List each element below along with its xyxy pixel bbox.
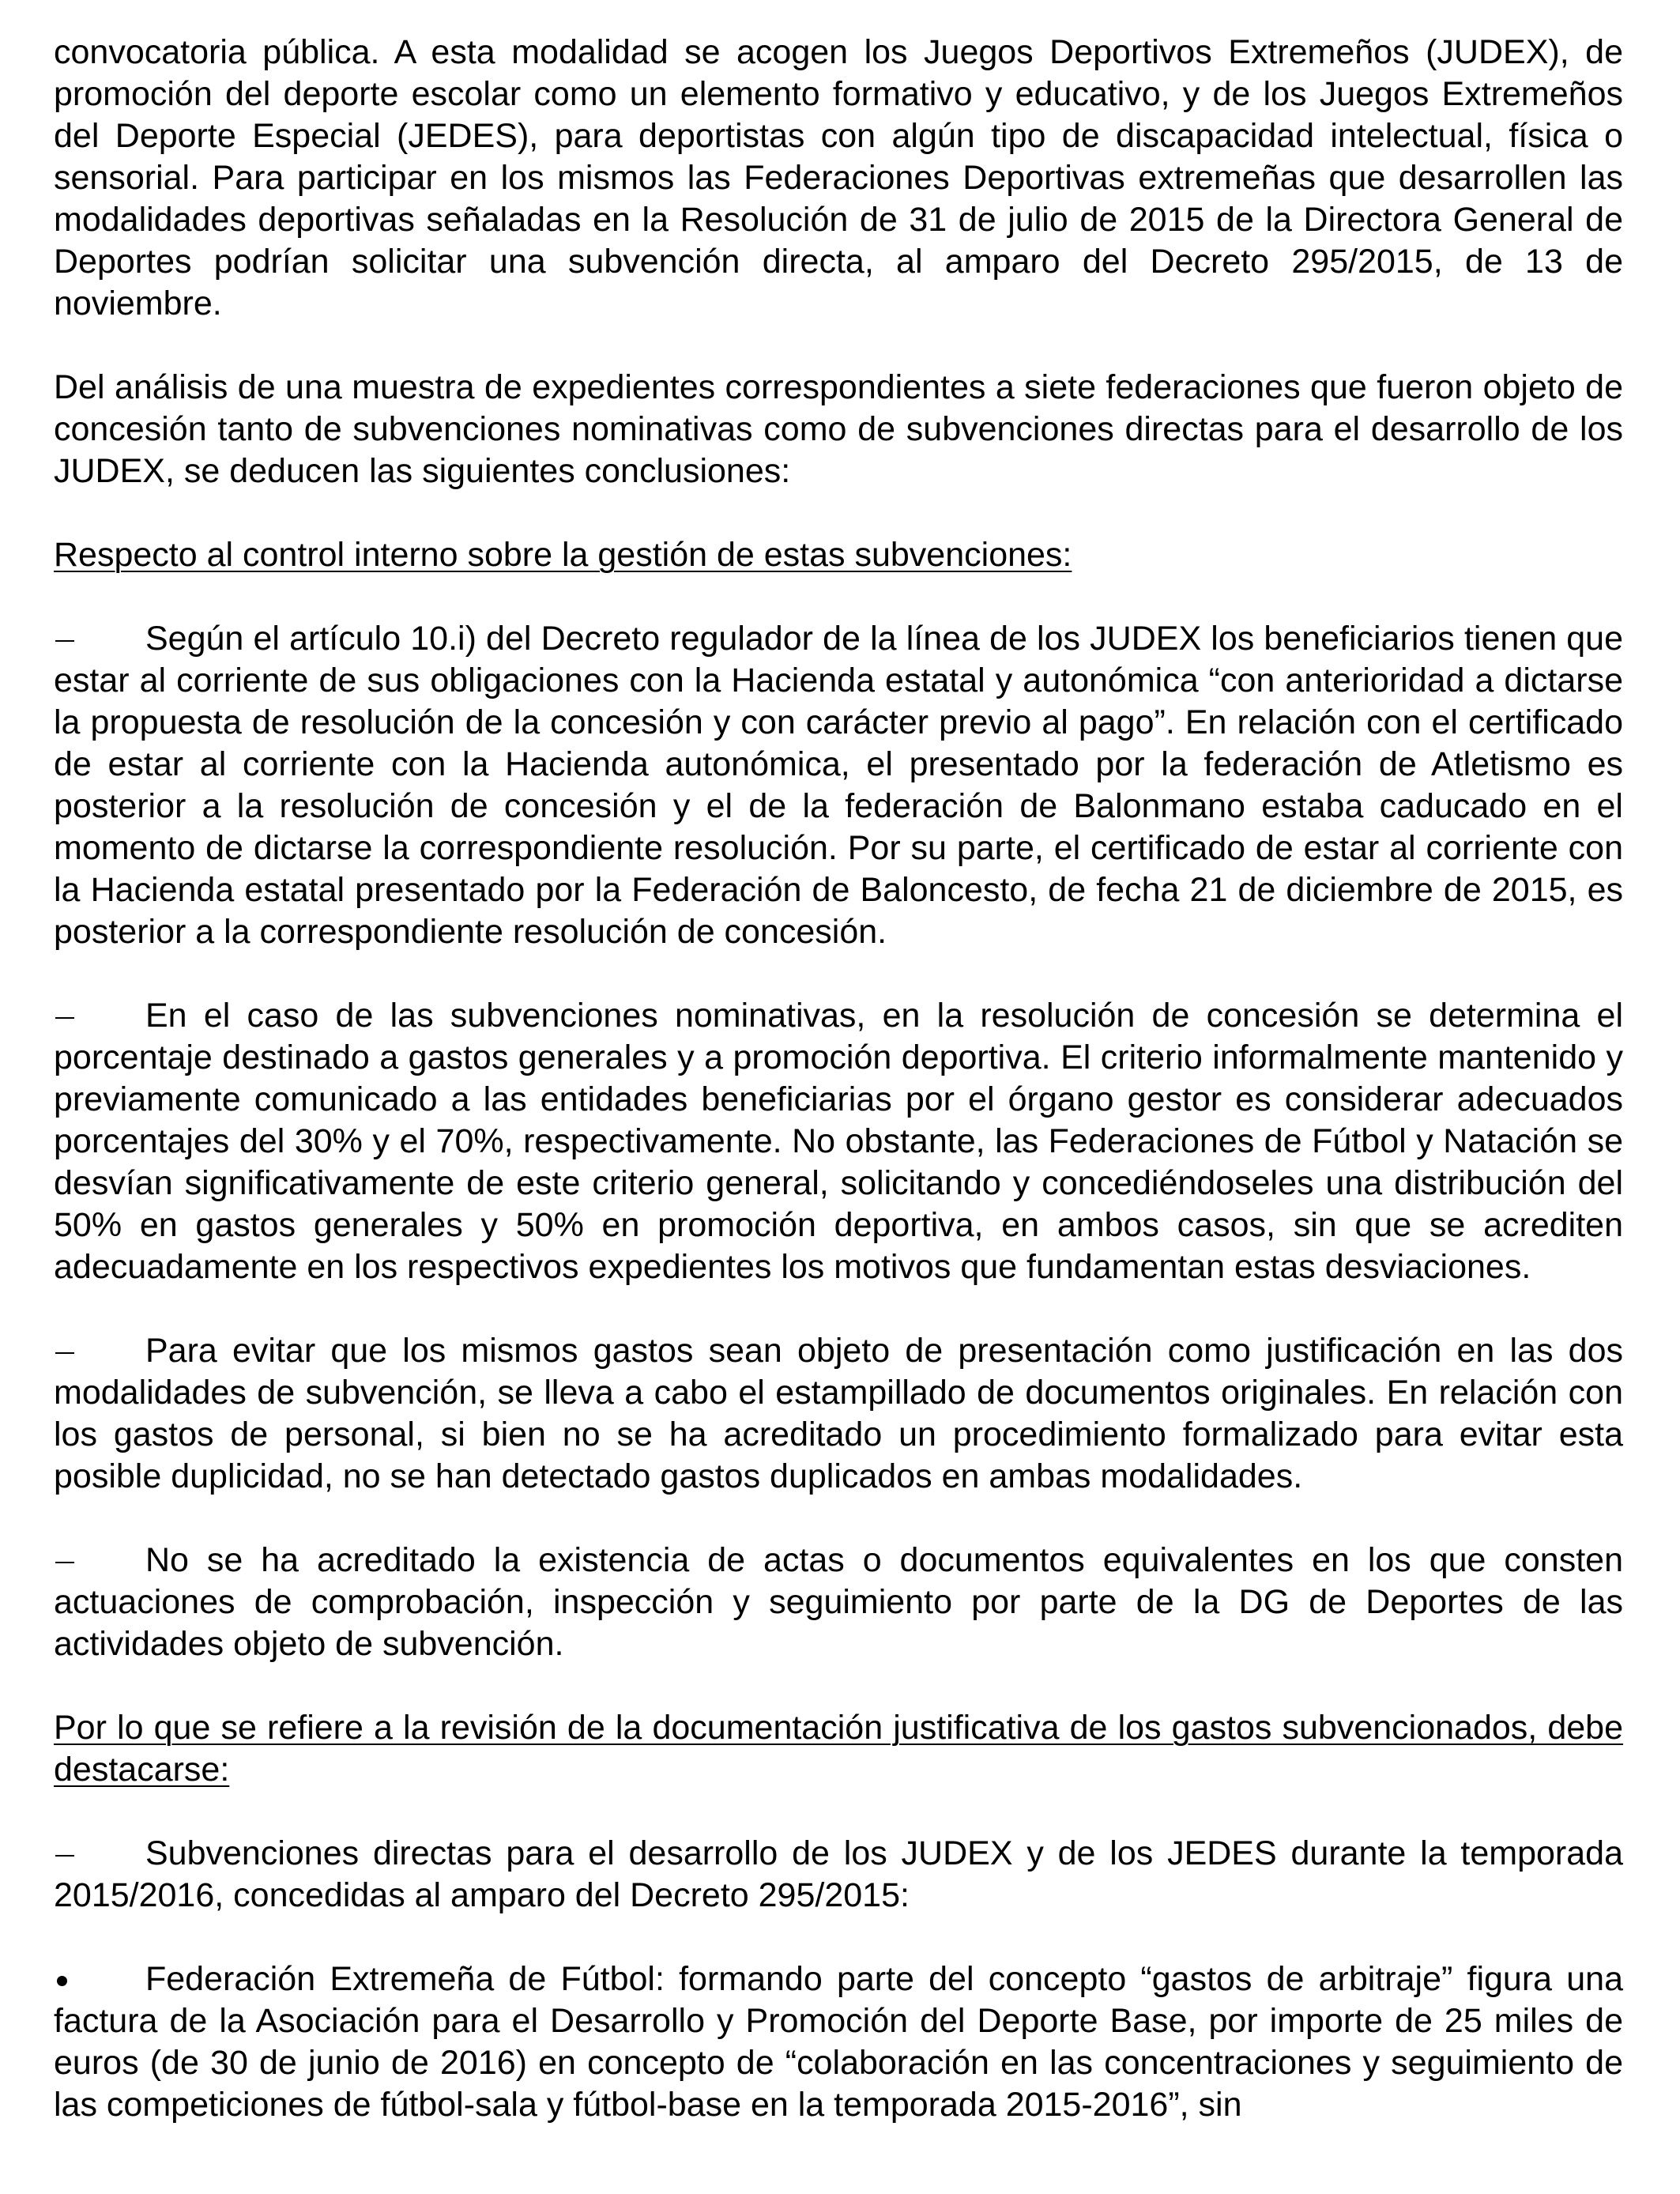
list-item-text: No se ha acreditado la existencia de actas o documentos equivalentes en los que consten actuaciones de comprobación, inspección y seguimiento por parte de la DG de Deportes de las actividades objeto de subvención. xyxy=(54,1541,1623,1663)
dash-marker xyxy=(54,1833,145,1875)
section-heading-review: Por lo que se refiere a la revisión de la documentación justificativa de los gastos subvencionados, debe destacarse: xyxy=(54,1709,1623,1789)
list-item-text: En el caso de las subvenciones nominativas, en la resolución de concesión se determina el porcentaje destinado a gastos generales y a promoción deportiva. El criterio informalmente mantenido y previamente comunicado a las entidades beneficiarias por el órgano gestor es considerar adecuados porcentajes del 30% y el 70%, respectivamente. No obstante, las Federaciones de Fútbol y Natación se desvían significativamente de este criterio general, solicitando y concediéndoseles una distribución del 50% en gastos generales y 50% en promoción deportiva, en ambos casos, sin que se acrediten adecuadamente en los respectivos expedientes los motivos que fundamentan estas desviaciones. xyxy=(54,997,1623,1286)
section-heading-control: Respecto al control interno sobre la gestión de estas subvenciones: xyxy=(54,536,1072,574)
dash-marker xyxy=(54,995,145,1037)
intro-paragraph: convocatoria pública. A esta modalidad se acogen los Juegos Deportivos Extremeños (JUDEX), de promoción del deporte escolar como un elemento formativo y educativo, y de los Juegos Extremeños del Deporte Especial (JEDES), para deportistas con algún tipo de discapacidad intelectual, física o sensorial. Para participar en los mismos las Federaciones Deportivas extremeñas que desarrollen las modalidades deportivas señaladas en la Resolución de 31 de julio de 2015 de la Directora General de Deportes podrían solicitar una subvención directa, al amparo del Decreto 295/2015, de 13 de noviembre. xyxy=(54,33,1623,322)
list-item-text: Para evitar que los mismos gastos sean objeto de presentación como justificación en las dos modalidades de subvención, se lleva a cabo el estampillado de documentos originales. En relación con los gastos de personal, si bien no se ha acreditado un procedimiento formalizado para evitar esta posible duplicidad, no se han detectado gastos duplicados en ambas modalidades. xyxy=(54,1332,1623,1495)
dash-marker xyxy=(54,618,145,660)
list-item-text: Según el artículo 10.i) del Decreto regulador de la línea de los JUDEX los beneficiarios tienen que estar al corriente de sus obligaciones con la Hacienda estatal y autonómica “con anterioridad a dictarse la propuesta de resolución de la concesión y con carácter previo al pago”. En relación con el certificado de estar al corriente con la Hacienda autonómica, el presentado por la federación de Atletismo es posterior a la resolución de concesión y el de la federación de Balonmano estaba caducado en el momento de dictarse la correspondiente resolución. Por su parte, el certificado de estar al corriente con la Hacienda estatal presentado por la Federación de Baloncesto, de fecha 21 de diciembre de 2015, es posterior a la correspondiente resolución de concesión. xyxy=(54,620,1623,951)
dash-marker xyxy=(54,1330,145,1372)
list-item-text: Subvenciones directas para el desarrollo de los JUDEX y de los JEDES durante la temporada 2015/2016, concedidas al amparo del Decreto 295/2015: xyxy=(54,1834,1623,1914)
document-page xyxy=(54,32,1623,2126)
list-item xyxy=(54,618,1623,953)
list-item xyxy=(54,1833,1623,1917)
analysis-paragraph: Del análisis de una muestra de expedientes correspondientes a siete federaciones que fueron objeto de concesión tanto de subvenciones nominativas como de subvenciones directas para el desarrollo de los JUDEX, se deducen las siguientes conclusiones: xyxy=(54,368,1623,490)
bullet-marker xyxy=(54,1958,145,2000)
bullet-item-text: Federación Extremeña de Fútbol: formando parte del concepto “gastos de arbitraje” figura una factura de la Asociación para el Desarrollo y Promoción del Deporte Base, por importe de 25 miles de euros (de 30 de junio de 2016) en concepto de “colaboración en las concentraciones y seguimiento de las competiciones de fútbol-sala y fútbol-base en la temporada 2015-2016”, sin xyxy=(54,1960,1623,2124)
dash-marker xyxy=(54,1540,145,1581)
bullet-item xyxy=(54,1958,1623,2126)
list-item xyxy=(54,1330,1623,1498)
list-item xyxy=(54,995,1623,1288)
list-item xyxy=(54,1540,1623,1665)
